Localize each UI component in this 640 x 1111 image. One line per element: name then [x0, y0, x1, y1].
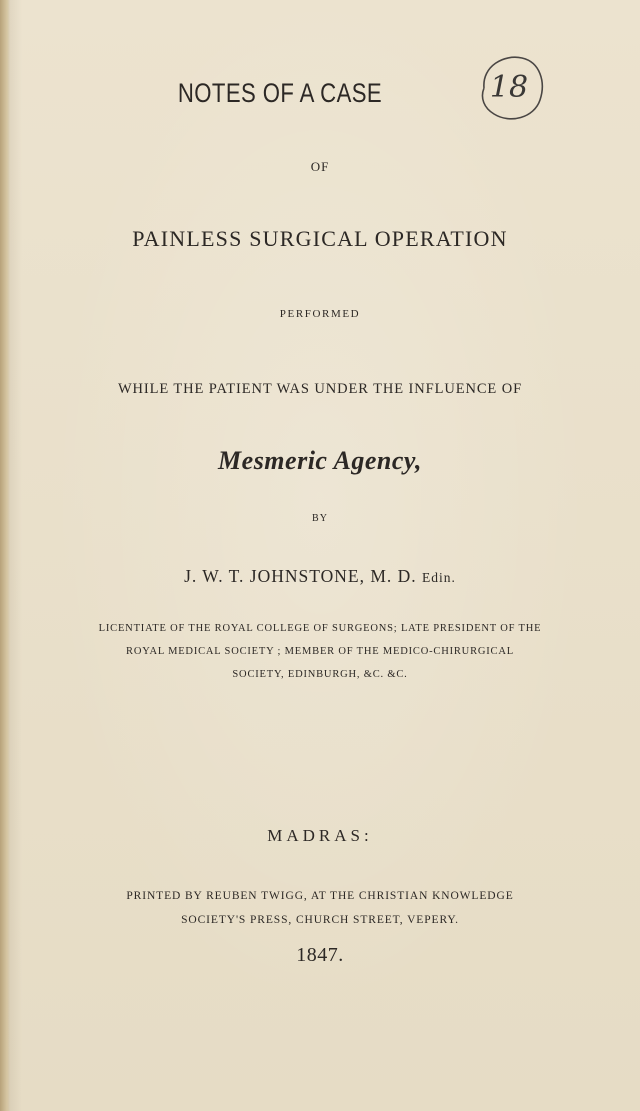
mesmeric-agency-line: Mesmeric Agency,: [218, 446, 422, 475]
handwritten-number-stamp: [470, 48, 548, 128]
credentials-line-3: SOCIETY, EDINBURGH, &C. &C.: [232, 669, 408, 680]
publication-year: 1847.: [296, 944, 344, 966]
main-title: PAINLESS SURGICAL OPERATION: [132, 226, 508, 251]
performed-line: PERFORMED: [279, 308, 361, 320]
author-name: J. W. T. JOHNSTONE, M. D.: [184, 566, 417, 586]
influence-line: WHILE THE PATIENT WAS UNDER THE INFLUENCE OF: [117, 381, 523, 397]
credentials-line-2: ROYAL MEDICAL SOCIETY ; MEMBER OF THE MEDICO-CHIRURGICAL: [126, 646, 514, 657]
title-top: NOTES OF A CASE: [177, 78, 383, 108]
place-of-publication: MADRAS:: [267, 826, 373, 845]
printer-line-2: SOCIETY'S PRESS, CHURCH STREET, VEPERY.: [181, 914, 459, 926]
by-line: BY: [312, 513, 328, 524]
stamp-number: 18: [489, 70, 529, 105]
printer-line-1: PRINTED BY REUBEN TWIGG, AT THE CHRISTIAN KNOWLEDGE: [126, 890, 514, 902]
author-line: [0, 566, 640, 587]
author-degree: Edin.: [422, 570, 456, 585]
credentials-line-1: LICENTIATE OF THE ROYAL COLLEGE OF SURGEONS; LATE PRESIDENT OF THE: [98, 623, 542, 634]
of-line: OF: [310, 159, 330, 174]
